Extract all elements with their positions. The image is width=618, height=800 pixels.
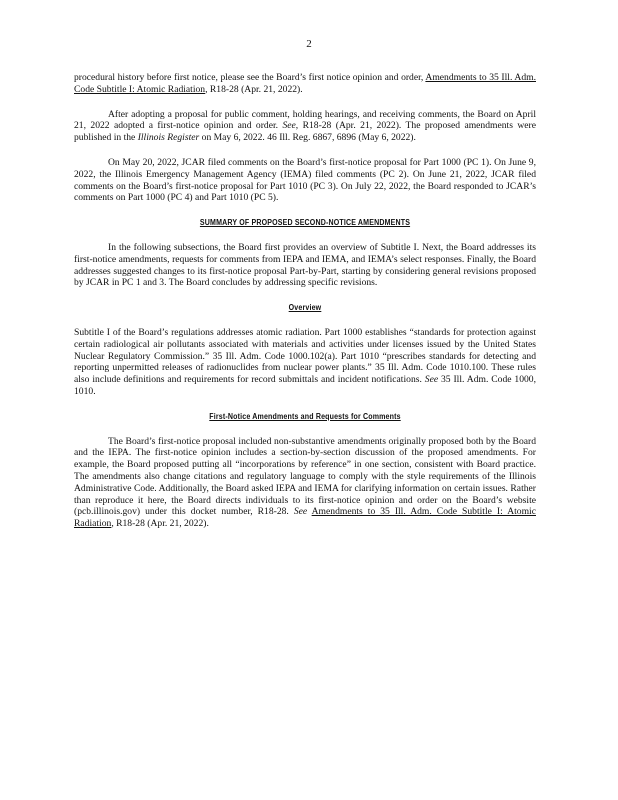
paragraph-first-notice bbox=[74, 109, 536, 144]
case-citation: Amendments to 35 Ill. Adm. Code Subtitle I: Atomic Radiation bbox=[74, 72, 536, 95]
see-signal: See bbox=[282, 120, 296, 132]
p5-text-end: 35 Ill. Adm. Code 1000, 1010. bbox=[74, 374, 536, 397]
subsection-heading-overview: Overview bbox=[288, 302, 322, 313]
section-heading-summary: SUMMARY OF PROPOSED SECOND-NOTICE AMENDMENTS bbox=[199, 217, 411, 228]
page-number: 2 bbox=[306, 38, 312, 50]
p2-text: After adopting a proposal for public comment, holding hearings, and receiving comments, the Board on April 21, 2022 adopted a first-notice opinion and order. bbox=[74, 108, 536, 132]
see-signal: See bbox=[293, 506, 308, 518]
p2-text-mid: , R18-28 (Apr. 21, 2022). The proposed amendments were published in the bbox=[74, 120, 536, 144]
paragraph-public-comments: On May 20, 2022, JCAR filed comments on the Board’s first-notice proposal for Part 1000 (PC 1). On June 9, 2022, the Illinois Emergency Management Agency (IEMA) filed comments (PC 2). On June 21, 2022, JCAR filed comments on the Board’s first-notice proposal for Part 1010 (PC 3). On July 22, 2022, the Board responded to JCAR’s comments on Part 1000 (PC 4) and Part 1010 (PC 5). bbox=[74, 156, 536, 204]
see-signal: See bbox=[424, 374, 439, 386]
p6-text-end: , R18-28 (Apr. 21, 2022). bbox=[111, 518, 209, 530]
illinois-register-title: Illinois Register bbox=[137, 132, 200, 144]
p5-text: Subtitle I of the Board’s regulations addresses atomic radiation. Part 1000 establishes “standards for protection against certain radiological air pollutants associated with materials and activities under licenses issued by the United States Nuclear Regulatory Commission.” 35 Ill. Adm. Code 1000.102(a). Part 1010 “prescribes standards for detecting and reporting unpermitted releases of radionuclides from nuclear power plants.” 35 Ill. Adm. Code 1010.100. These rules also include definitions and requirements for record submittals and incident notifications. bbox=[74, 326, 536, 386]
p6-text: The Board’s first-notice proposal included non-substantive amendments originally proposed both by the Board and the IEPA. The first-notice opinion includes a section-by-section discussion of the proposed amendments. For example, the Board proposed putting all “incorporations by reference” in one section, consistent with Board practice. The amendments also change citations and regulatory language to comply with the style requirements of the Illinois Administrative Code. Additionally, the Board asked IEPA and IEMA for clarifying information on certain issues. Rather than reproduce it here, the Board directs individuals to its first-notice opinion and order on the Board’s website (pcb.illinois.gov) under this docket number, R18-28. bbox=[74, 435, 536, 518]
paragraph-overview bbox=[74, 327, 536, 398]
p2-text-end: on May 6, 2022. 46 Ill. Reg. 6867, 6896 (May 6, 2022). bbox=[199, 132, 416, 144]
paragraph-procedural-history bbox=[74, 72, 536, 96]
p1-text-end: , R18-28 (Apr. 21, 2022). bbox=[205, 83, 303, 95]
p1-text: procedural history before first notice, please see the Board’s first notice opinion and order, bbox=[74, 72, 426, 83]
paragraph-summary: In the following subsections, the Board first provides an overview of Subtitle I. Next, the Board addresses its first-notice amendments, requests for comments from IEPA and IEMA, and IEMA’s select responses. Finally, the Board addresses suggested changes to its first-notice proposal Part-by-Part, starting by considering general revisions proposed by JCAR in PC 1 and 3. The Board concludes by addressing specific revisions. bbox=[74, 241, 536, 289]
document-body bbox=[74, 72, 536, 543]
subsection-heading-first-notice: First-Notice Amendments and Requests for Comments bbox=[209, 410, 401, 421]
paragraph-first-notice-amendments bbox=[74, 436, 536, 530]
case-citation: Amendments to 35 Ill. Adm. Code Subtitle I: Atomic Radiation bbox=[74, 506, 536, 530]
